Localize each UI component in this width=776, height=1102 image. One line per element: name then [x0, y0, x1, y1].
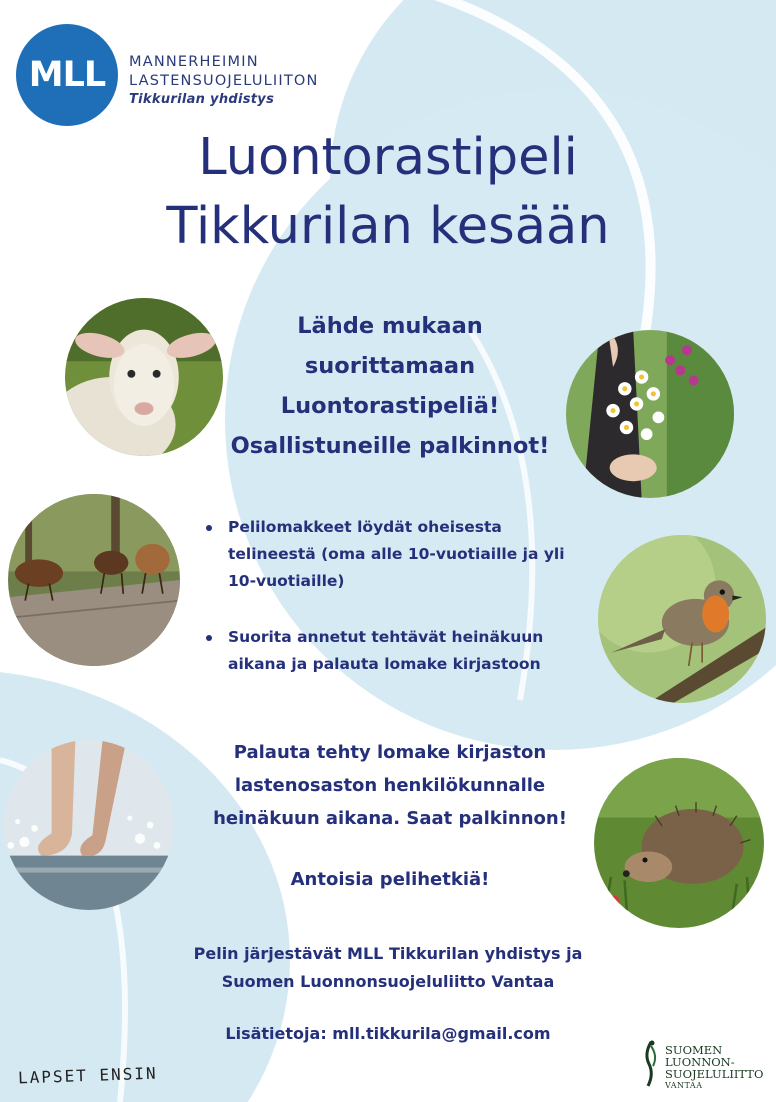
intro-line: Lähde mukaan — [297, 313, 483, 339]
sll-line: VANTAA — [665, 1081, 703, 1090]
slogan-handwritten: LAPSET ENSIN — [17, 1063, 158, 1088]
intro-text — [200, 306, 580, 466]
feet-splash-photo — [4, 740, 174, 910]
organizers-line: Suomen Luonnonsuojeluliitto Vantaa — [221, 972, 555, 991]
closing-text: Antoisia pelihetkiä! — [290, 869, 490, 890]
logo-abbr: MLL — [28, 55, 106, 95]
sll-line: SUOMEN — [665, 1043, 723, 1057]
intro-line: Luontorastipeliä! — [280, 393, 500, 419]
return-instructions — [200, 736, 580, 835]
sll-logo-text — [665, 1044, 763, 1092]
lamb-photo — [65, 298, 223, 456]
return-line: Palauta tehty lomake kirjaston — [233, 742, 547, 763]
return-line: heinäkuun aikana. Saat palkinnon! — [213, 808, 567, 829]
page-title-line2: Tikkurilan kesään — [166, 197, 610, 256]
page-title-line1: Luontorastipeli — [198, 128, 578, 187]
organizers-text — [150, 940, 626, 996]
robin-photo — [598, 535, 766, 703]
flowers-photo — [566, 330, 734, 498]
sll-logo-icon — [640, 1040, 662, 1088]
hedgehog-photo — [594, 758, 764, 928]
return-line: lastenosaston henkilökunnalle — [234, 775, 546, 796]
logo-org-line2: LASTENSUOJELULIITON — [129, 73, 319, 89]
sll-line: SUOJELULIITTO — [665, 1067, 764, 1081]
pinecones-photo — [8, 494, 180, 666]
intro-line: Osallistuneille palkinnot! — [230, 433, 550, 459]
intro-line: suorittamaan — [304, 353, 476, 379]
instruction-item: Pelilomakkeet löydät oheisesta telineestä (oma alle 10-vuotiaille ja yli 10-vuotiaille) — [200, 514, 570, 595]
mll-logo — [16, 24, 118, 126]
logo-org-line3: Tikkurilan yhdistys — [129, 92, 275, 107]
organizers-line: Pelin järjestävät MLL Tikkurilan yhdistys ja — [193, 944, 583, 963]
logo-org-line1: MANNERHEIMIN — [129, 54, 259, 70]
sll-line: LUONNON- — [665, 1055, 735, 1069]
instruction-item: Suorita annetut tehtävät heinäkuun aikana ja palauta lomake kirjastoon — [200, 624, 570, 678]
contact-info: Lisätietoja: mll.tikkurila@gmail.com — [225, 1024, 551, 1043]
instructions-list — [200, 514, 570, 678]
